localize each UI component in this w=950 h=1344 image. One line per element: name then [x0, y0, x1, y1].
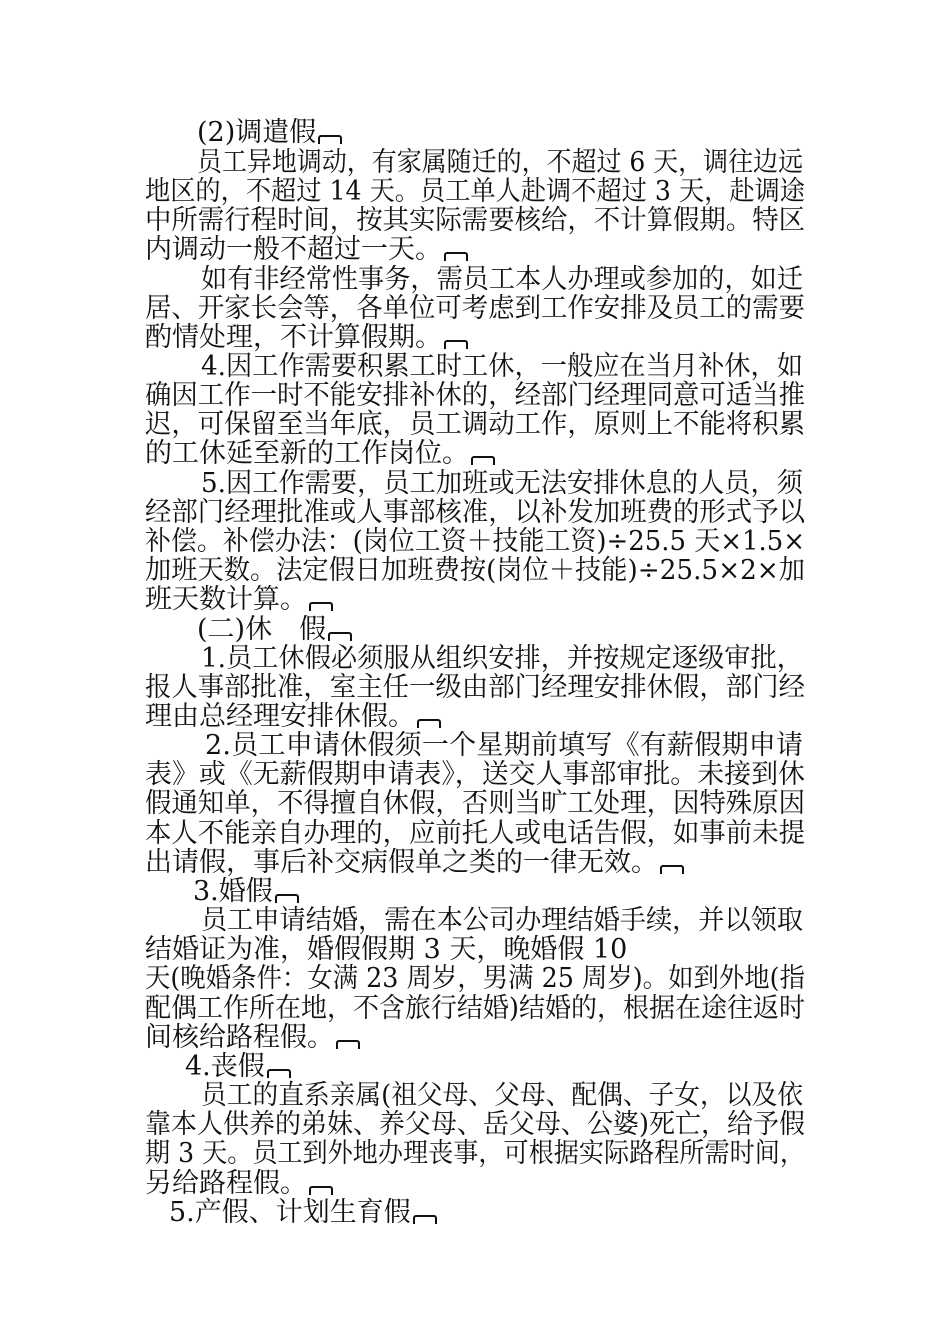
line-text: 5.产假、计划生育假	[169, 1197, 411, 1228]
paragraph-mark-icon	[318, 132, 342, 144]
line-text: 中所需行程时间，按其实际需要核给，不计算假期。特区	[145, 205, 806, 236]
line-text: 报人事部批准，室主任一级由部门经理安排休假，部门经	[145, 672, 806, 703]
paragraph-mark-icon	[413, 1212, 437, 1224]
text-line	[145, 233, 468, 267]
paragraph-mark-icon	[417, 716, 441, 728]
line-text: (2)调遣假	[197, 117, 317, 148]
line-text: 3.婚假	[193, 876, 273, 907]
line-text: 的工休延至新的工作岗位。	[145, 438, 469, 469]
line-text: 另给路程假。	[145, 1168, 307, 1199]
paragraph-mark-icon	[336, 1037, 360, 1049]
line-text: 地区的，不超过 14 天。员工单人赴调不超过 3 天，赴调途	[145, 176, 806, 207]
line-text: 间核给路程假。	[145, 1022, 334, 1053]
paragraph-mark-icon	[275, 891, 299, 903]
line-text: 补偿。补偿办法：(岗位工资＋技能工资)÷25.5 天×1.5×	[145, 526, 806, 557]
line-text: 5.因工作需要，员工加班或无法安排休息的人员，须	[201, 468, 803, 499]
line-text: 结婚证为准，婚假假期 3 天，晚婚假 10	[145, 934, 628, 965]
line-text: 4.因工作需要积累工时工休，一般应在当月补休，如	[201, 351, 803, 382]
text-line	[169, 1196, 437, 1230]
text-line	[145, 1137, 854, 1171]
line-text: 配偶工作所在地，不含旅行结婚)结婚的，根据在途往返时	[145, 993, 805, 1024]
line-text: 迟，可保留至当年底，员工调动工作，原则上不能将积累	[145, 409, 806, 440]
line-text: 加班天数。法定假日加班费按(岗位＋技能)÷25.5×2×加	[145, 555, 806, 586]
line-text: 居、开家长会等，各单位可考虑到工作安排及员工的需要	[145, 293, 806, 324]
paragraph-mark-icon	[267, 1066, 291, 1078]
paragraph-mark-icon	[444, 249, 468, 261]
line-text: 如有非经常性事务，需员工本人办理或参加的，如迁	[201, 264, 803, 295]
line-text: 员工的直系亲属(祖父母、父母、配偶、子女，以及依	[201, 1080, 803, 1111]
line-text: 4.丧假	[185, 1051, 265, 1082]
line-text: 靠本人供养的弟妹、养父母、岳父母、公婆)死亡，给予假	[145, 1109, 805, 1140]
line-text: 假通知单，不得擅自休假，否则当旷工处理，因特殊原因	[145, 788, 806, 819]
line-text: 酌情处理，不计算假期。	[145, 322, 442, 353]
paragraph-mark-icon	[309, 599, 333, 611]
line-text: 员工申请结婚，需在本公司办理结婚手续，并以领取	[201, 905, 803, 936]
line-text: 经部门经理批准或人事部核准，以补发加班费的形式予以	[145, 497, 806, 528]
paragraph-mark-icon	[309, 1183, 333, 1195]
line-text: (二)休 假	[197, 614, 327, 645]
line-text: 内调动一般不超过一天。	[145, 234, 442, 265]
text-line	[145, 437, 495, 471]
line-text: 天(晚婚条件：女满 23 周岁，男满 25 周岁)。如到外地(指	[145, 963, 805, 994]
line-text: 出请假，事后补交病假单之类的一律无效。	[145, 847, 658, 878]
line-text: 班天数计算。	[145, 584, 307, 615]
paragraph-mark-icon	[471, 453, 495, 465]
line-text: 本人不能亲自办理的，应前托人或电话告假，如事前未提	[145, 818, 806, 849]
text-line	[145, 962, 847, 996]
paragraph-mark-icon	[328, 629, 352, 641]
text-line	[145, 787, 820, 821]
text-line	[197, 116, 342, 150]
paragraph-mark-icon	[444, 337, 468, 349]
line-text: 期 3 天。员工到外地办理丧事，可根据实际路程所需时间，	[145, 1138, 805, 1169]
line-text: 员工异地调动，有家属随迁的，不超过 6 天，调往边远	[197, 147, 803, 178]
line-text: 2.员工申请休假须一个星期前填写《有薪假期申请	[205, 730, 804, 761]
text-line	[145, 583, 333, 617]
line-text: 表》或《无薪假期申请表》，送交人事部审批。未接到休	[145, 759, 805, 790]
line-text: 理由总经理安排休假。	[145, 701, 415, 732]
line-text: 1.员工休假必须服从组织安排，并按规定逐级审批，	[201, 643, 803, 674]
line-text: 确因工作一时不能安排补休的，经部门经理同意可适当推	[145, 380, 806, 411]
paragraph-mark-icon	[660, 862, 684, 874]
